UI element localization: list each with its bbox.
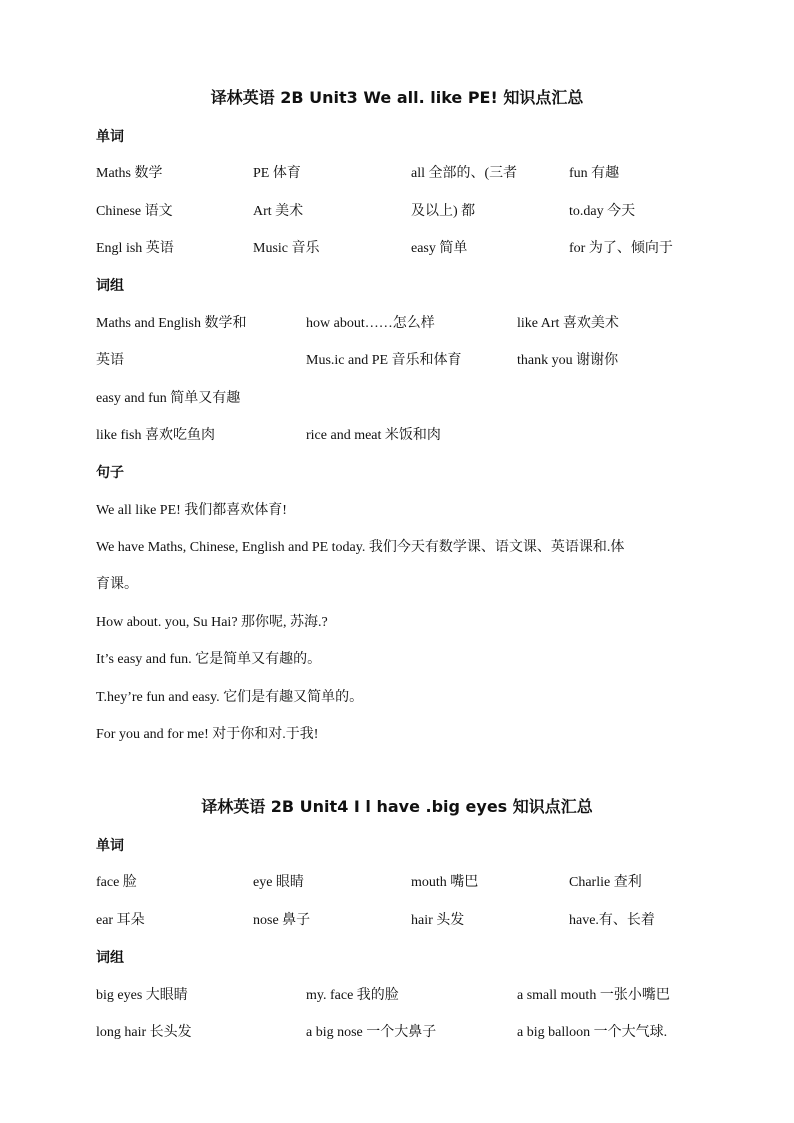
- word-item: Maths 数学: [96, 166, 163, 181]
- phrase-item: my. face 我的脸: [306, 988, 399, 1003]
- unit4-title: 译林英语 2B Unit4 I l have .big eyes 知识点汇总: [201, 797, 593, 816]
- phrase-item: long hair 长头发: [96, 1025, 192, 1040]
- sentence: 育课。: [96, 577, 138, 592]
- word-item: Charlie 查利: [569, 875, 642, 890]
- word-item: easy 简单: [411, 241, 468, 256]
- sentence: We have Maths, Chinese, English and PE today. 我们今天有数学课、语文课、英语课和.体: [96, 540, 625, 555]
- unit4-words-heading: 单词: [96, 838, 124, 854]
- word-item: fun 有趣: [569, 166, 620, 181]
- word-item: Art 美术: [253, 204, 304, 219]
- phrase-item: Mus.ic and PE 音乐和体育: [306, 353, 462, 368]
- sentence: We all like PE! 我们都喜欢体育!: [96, 503, 287, 518]
- sentence: How about. you, Su Hai? 那你呢, 苏海.?: [96, 615, 328, 630]
- phrase-item: a small mouth 一张小嘴巴: [517, 988, 670, 1003]
- word-item: Chinese 语文: [96, 204, 173, 219]
- unit3-words-heading: 单词: [96, 129, 124, 145]
- word-item: eye 眼睛: [253, 875, 304, 890]
- unit3-sentences-heading: 句子: [96, 465, 124, 481]
- sentence: T.hey’re fun and easy. 它们是有趣又简单的。: [96, 690, 364, 705]
- word-item: all 全部的、(三者: [411, 166, 518, 181]
- word-item: Engl ish 英语: [96, 241, 174, 256]
- word-item: to.day 今天: [569, 204, 636, 219]
- word-item: for 为了、倾向于: [569, 241, 673, 256]
- phrase-item: thank you 谢谢你: [517, 353, 619, 368]
- word-item: 及以上) 都: [411, 204, 476, 219]
- word-item: Music 音乐: [253, 241, 320, 256]
- unit4-phrases-heading: 词组: [96, 950, 124, 966]
- word-item: face 脸: [96, 875, 137, 890]
- unit3-title: 译林英语 2B Unit3 We all. like PE! 知识点汇总: [210, 88, 584, 107]
- phrase-item: like Art 喜欢美术: [517, 316, 619, 331]
- unit3-phrases-heading: 词组: [96, 278, 124, 294]
- phrase-item: how about……怎么样: [306, 316, 435, 331]
- phrase-item: like fish 喜欢吃鱼肉: [96, 428, 215, 443]
- word-item: PE 体育: [253, 166, 301, 181]
- phrase-item: rice and meat 米饭和肉: [306, 428, 441, 443]
- phrase-item: 英语: [96, 353, 124, 368]
- phrase-item: a big nose 一个大鼻子: [306, 1025, 437, 1040]
- word-item: hair 头发: [411, 913, 465, 928]
- phrase-item: Maths and English 数学和: [96, 316, 247, 331]
- word-item: have.有、长着: [569, 913, 655, 928]
- word-item: nose 鼻子: [253, 913, 311, 928]
- phrase-item: a big balloon 一个大气球.: [517, 1025, 668, 1040]
- sentence: It’s easy and fun. 它是简单又有趣的。: [96, 652, 322, 667]
- phrase-item: big eyes 大眼睛: [96, 988, 188, 1003]
- sentence: For you and for me! 对于你和对.于我!: [96, 727, 319, 742]
- phrase-item: easy and fun 简单又有趣: [96, 391, 241, 406]
- word-item: mouth 嘴巴: [411, 875, 479, 890]
- word-item: ear 耳朵: [96, 913, 145, 928]
